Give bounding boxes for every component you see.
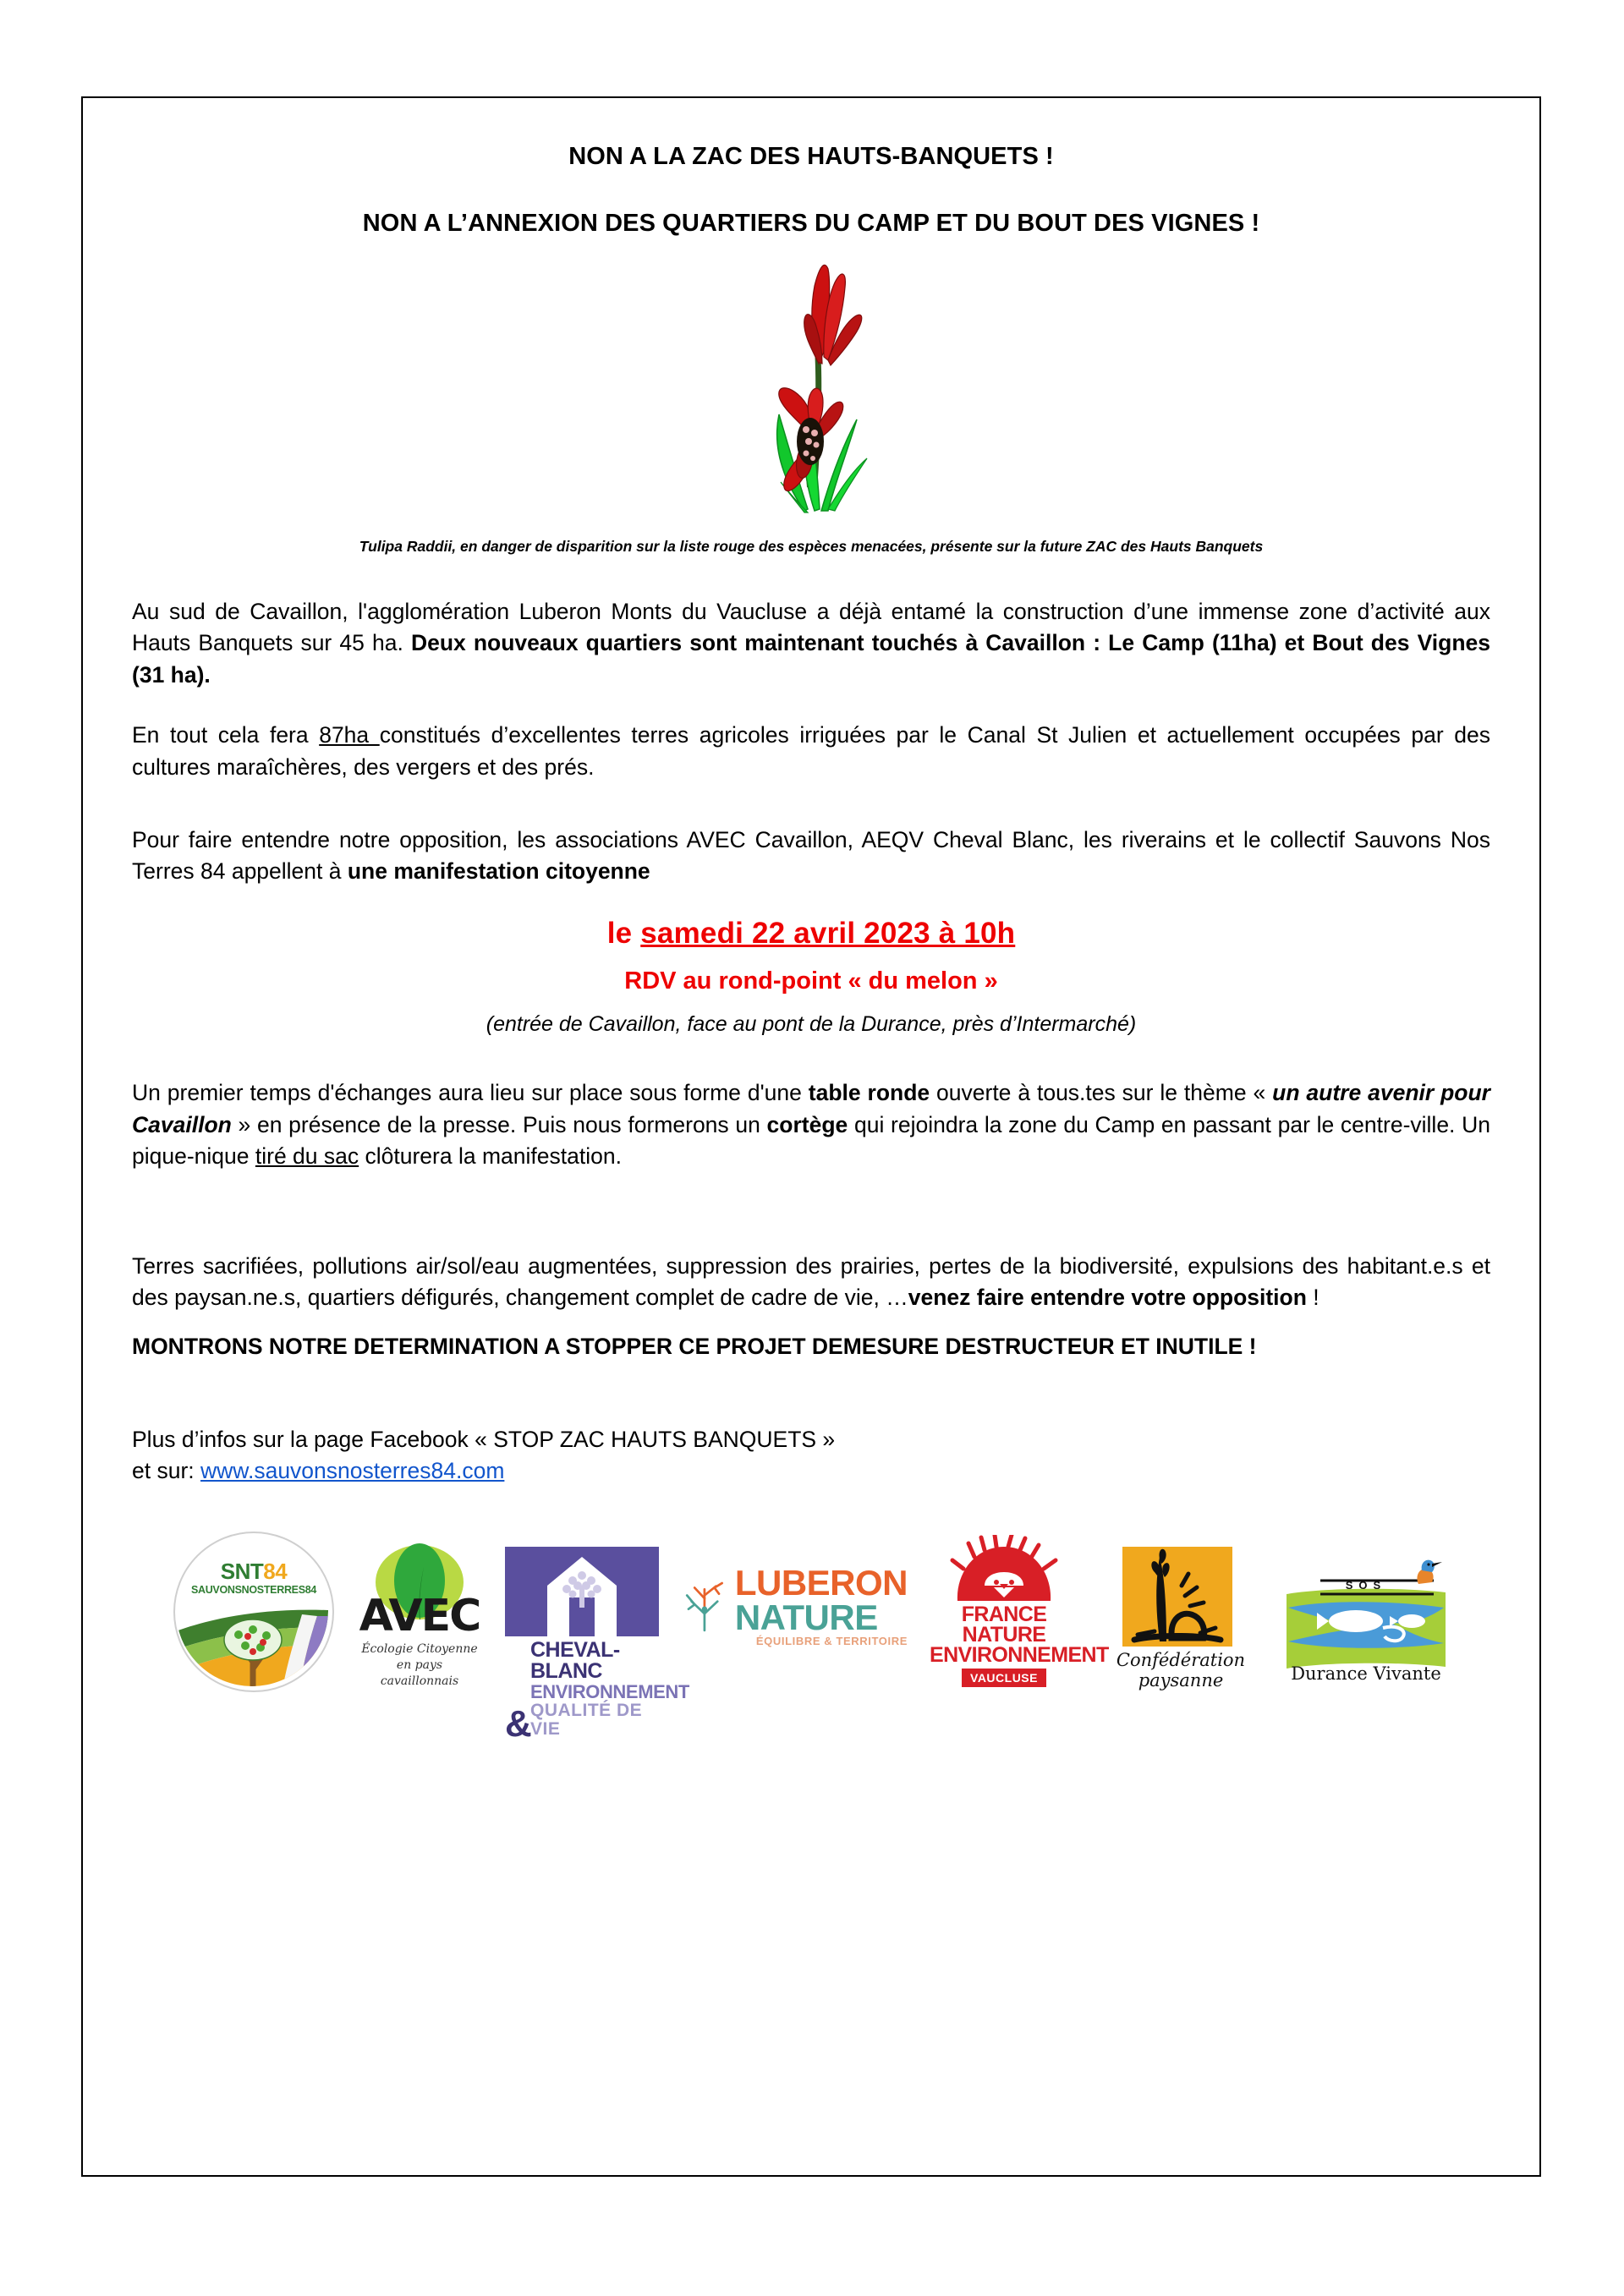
fne-line-1: FRANCE NATURE <box>961 1602 1047 1647</box>
p4-italic-theme: un autre avenir pour Cavaillon <box>132 1079 1490 1137</box>
p2-underlined-hectares: 87ha <box>319 722 380 748</box>
p2-text-b: constitués d’excellentes terres agricoles irriguées par le Canal St Julien et actuellement occupées par des cultures maraîchères, des vergers et des prés. <box>132 722 1490 781</box>
logo-confederation-paysanne <box>1100 1547 1261 1692</box>
p3-text-a: Pour faire entendre notre opposition, les associations AVEC Cavaillon, AEQV Cheval Blanc, les riverains et le collectif Sauvons Nos Terres 84 appellent à <box>132 826 1490 885</box>
snt84-artwork-icon <box>175 1533 329 1687</box>
tulipa-raddii-icon <box>701 257 921 536</box>
partner-logos-row <box>132 1532 1490 1745</box>
paragraph-hectares <box>132 720 1490 783</box>
logo-sos-durance-vivante <box>1283 1555 1449 1692</box>
paragraph-determination: MONTRONS NOTRE DETERMINATION A STOPPER CE PROJET DEMESURE DESTRUCTEUR ET INUTILE ! <box>132 1334 1257 1360</box>
p4-underlined-tire-du-sac: tiré du sac <box>255 1143 359 1170</box>
cheval-blanc-line-3: QUALITÉ DE VIE <box>530 1701 643 1740</box>
p4-bold-table-ronde: table ronde <box>808 1079 930 1105</box>
p1-text-a: Au sud de Cavaillon, l'agglomération Luberon Monts du Vaucluse a déjà entamé la construction d’une immense zone d’activité aux Hauts Banquets sur 45 ha. <box>132 598 1490 656</box>
poster-page <box>81 96 1541 2177</box>
house-tree-icon <box>505 1547 659 1636</box>
p4-bold-cortege: cortège <box>766 1111 848 1137</box>
event-date-prefix: le <box>606 916 641 950</box>
website-info-line <box>132 1455 1490 1488</box>
logo-cheval-blanc-environnement <box>505 1547 689 1745</box>
avec-tagline-1: Écologie Citoyenne <box>361 1641 478 1656</box>
logo-luberon-nature <box>681 1562 908 1692</box>
cheval-blanc-ampersand: & <box>505 1702 532 1745</box>
confederation-paysanne-name: Confédération paysanne <box>1116 1649 1246 1690</box>
p4-text-f: clôturera la manifestation. <box>359 1143 622 1170</box>
durance-vivante-name: Durance Vivante <box>1291 1663 1441 1684</box>
cheval-blanc-house-icon <box>505 1547 659 1636</box>
event-date-line <box>132 917 1490 951</box>
p4-text-e: qui rejoindra la zone du Camp en passant par le centre-ville. Un pique-nique <box>132 1111 1490 1170</box>
luberon-nature-coral-icon <box>681 1575 728 1638</box>
p4-text-d: » en présence de la presse. Puis nous formerons un <box>231 1111 767 1137</box>
durance-vivante-river-icon <box>1283 1555 1449 1674</box>
p5-text-c: ! <box>1306 1285 1320 1311</box>
luberon-nature-line-1: LUBERON <box>734 1562 908 1603</box>
tulip-illustration <box>132 257 1490 536</box>
snt84-subtitle: SAUVONSNOSTERRES84 <box>190 1583 317 1596</box>
poster-content <box>83 98 1539 1745</box>
logo-snt84 <box>173 1532 334 1692</box>
avec-wordmark: AVEC <box>359 1590 480 1641</box>
logo-avec <box>356 1542 483 1692</box>
logo-france-nature-environnement <box>930 1535 1109 1692</box>
paragraph-construction <box>132 596 1490 692</box>
wheat-sun-icon <box>1122 1547 1232 1647</box>
avec-tagline <box>356 1641 483 1690</box>
luberon-nature-line-2: NATURE <box>734 1597 878 1638</box>
paragraph-impacts <box>132 1251 1490 1314</box>
fne-hedgehog-icon <box>941 1535 1067 1603</box>
event-location-note: (entrée de Cavaillon, face au pont de la Durance, près d’Intermarché) <box>486 1011 1137 1036</box>
p3-text-bold: une manifestation citoyenne <box>347 858 650 885</box>
snt84-title <box>175 1559 332 1585</box>
snt84-title-main: SNT <box>220 1558 264 1584</box>
avec-tagline-2: en pays cavaillonnais <box>380 1658 459 1688</box>
cheval-blanc-line-1: CHEVAL-BLANC <box>530 1637 620 1683</box>
paragraph-programme <box>132 1077 1490 1173</box>
luberon-nature-tagline: ÉQUILIBRE & TERRITOIRE <box>755 1635 908 1648</box>
website-link[interactable]: www.sauvonsnosterres84.com <box>200 1458 505 1484</box>
durance-vivante-sos-text: SOS <box>1345 1578 1387 1592</box>
website-prefix: et sur: <box>132 1458 201 1484</box>
confederation-paysanne-emblem-icon <box>1122 1547 1232 1647</box>
event-date-underlined: samedi 22 avril 2023 à 10h <box>640 916 1016 950</box>
facebook-info-line: Plus d’infos sur la page Facebook « STOP ZAC HAUTS BANQUETS » <box>132 1426 836 1452</box>
fne-line-2: ENVIRONNEMENT <box>930 1642 1109 1667</box>
p5-text-a: Terres sacrifiées, pollutions air/sol/eau augmentées, suppression des prairies, pertes de la biodiversité, expulsions des habitant.e.s et des paysan.ne.s, quartiers défigurés, changement complet de cadre de vie, … <box>132 1252 1490 1311</box>
p2-text-a: En tout cela fera <box>132 722 320 748</box>
fne-department-badge: VAUCLUSE <box>962 1669 1046 1687</box>
p4-text-a: Un premier temps d'échanges aura lieu sur place sous forme d'une <box>132 1079 809 1105</box>
p4-text-c: ouverte à tous.tes sur le thème « <box>930 1079 1273 1105</box>
poster-title-line-2: NON A L’ANNEXION DES QUARTIERS DU CAMP ET DU BOUT DES VIGNES ! <box>362 209 1260 237</box>
figure-caption: Tulipa Raddii, en danger de disparition sur la liste rouge des espèces menacées, présente sur la future ZAC des Hauts Banquets <box>359 537 1264 555</box>
cheval-blanc-line-2: ENVIRONNEMENT <box>530 1680 689 1702</box>
event-meeting-point: RDV au rond-point « du melon » <box>624 967 998 995</box>
poster-title-line-1: NON A LA ZAC DES HAUTS-BANQUETS ! <box>568 143 1054 170</box>
p1-text-bold: Deux nouveaux quartiers sont maintenant touchés à Cavaillon : Le Camp (11ha) et Bout des Vignes (31 ha). <box>132 630 1490 688</box>
snt84-title-accent: 84 <box>263 1558 288 1584</box>
paragraph-associations <box>132 825 1490 888</box>
p5-bold-opposition: venez faire entendre votre opposition <box>908 1285 1307 1311</box>
